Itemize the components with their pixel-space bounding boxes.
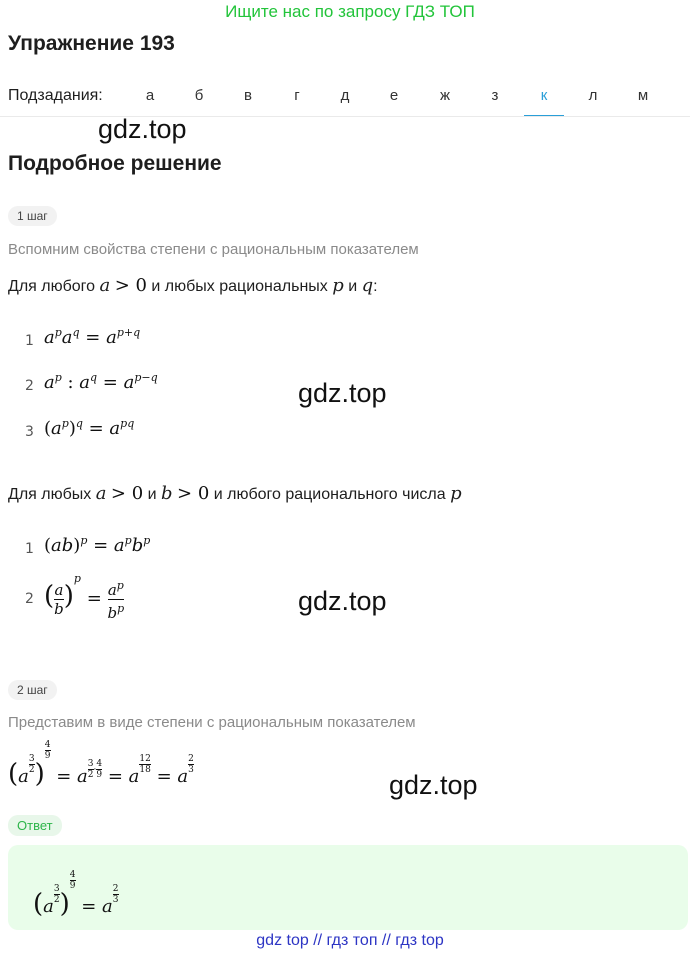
tab-г[interactable]: г	[294, 87, 300, 104]
tab-л[interactable]: л	[588, 87, 598, 104]
watermark: gdz.top	[98, 114, 187, 144]
item-number: 2	[25, 591, 34, 607]
watermark: gdz.top	[389, 770, 478, 800]
answer-formula: (a $\frac{3}{2}$ ) $\frac{4}{9}$ = a $\frac{2}{3}$	[33, 870, 119, 919]
formula-quotient-power: ($\frac{a}{b}$ )$^p = a^p$ $b^p$	[44, 572, 125, 622]
tab-в[interactable]: в	[244, 87, 252, 104]
item-number: 1	[25, 333, 34, 349]
item-number: 2	[25, 378, 34, 394]
property-intro-2: Для любых a > 0 и b > 0 и любого рационального числа p	[8, 483, 462, 504]
step-hint: Вспомним свойства степени с рациональным показателем	[8, 241, 419, 258]
watermark: gdz.top	[298, 378, 387, 408]
tab-з[interactable]: з	[491, 87, 499, 104]
solution-formula: (a $\frac{3}{2}$ ) $\frac{4}{9}$ = a $^{\frac{3}{2} \cdot \frac{4}{9}}$ = a $\frac{12}{18}$ = a $\frac{2}{3}$	[8, 740, 194, 789]
tab-е[interactable]: е	[389, 87, 399, 104]
search-banner: Ищите нас по запросу ГДЗ ТОП	[225, 2, 475, 21]
step-badge: 2 шаг	[8, 680, 57, 700]
answer-badge: Ответ	[8, 815, 62, 836]
item-number: 3	[25, 424, 34, 440]
tab-д[interactable]: д	[340, 87, 350, 104]
item-number: 1	[25, 541, 34, 557]
tab-а[interactable]: а	[145, 87, 155, 104]
tab-к[interactable]: к	[524, 87, 564, 117]
formula-product-rule: $a^pa^q = a^{p+q}$	[44, 326, 141, 348]
footer-links[interactable]: gdz top // гдз топ // гдз top	[256, 932, 444, 949]
step-badge: 1 шаг	[8, 206, 57, 226]
watermark: gdz.top	[298, 586, 387, 616]
formula-power-rule: $(a^p)^q = a^{pq}$	[44, 417, 135, 439]
step-hint: Представим в виде степени с рациональным показателем	[8, 714, 416, 731]
subtasks-label: Подзадания:	[8, 87, 103, 104]
formula-product-power: $(ab)^p = a^pb^p$	[44, 534, 151, 556]
tab-б[interactable]: б	[194, 87, 204, 104]
property-intro: Для любого a > 0 и любых рациональных p и q:	[8, 275, 378, 296]
formula-quotient-rule: $a^p$ : $a^q = a^{p-q}$	[44, 371, 158, 393]
tab-ж[interactable]: ж	[439, 87, 451, 104]
page-title: Упражнение 193	[8, 32, 175, 55]
section-title: Подробное решение	[8, 152, 222, 175]
tab-м[interactable]: м	[637, 87, 649, 104]
